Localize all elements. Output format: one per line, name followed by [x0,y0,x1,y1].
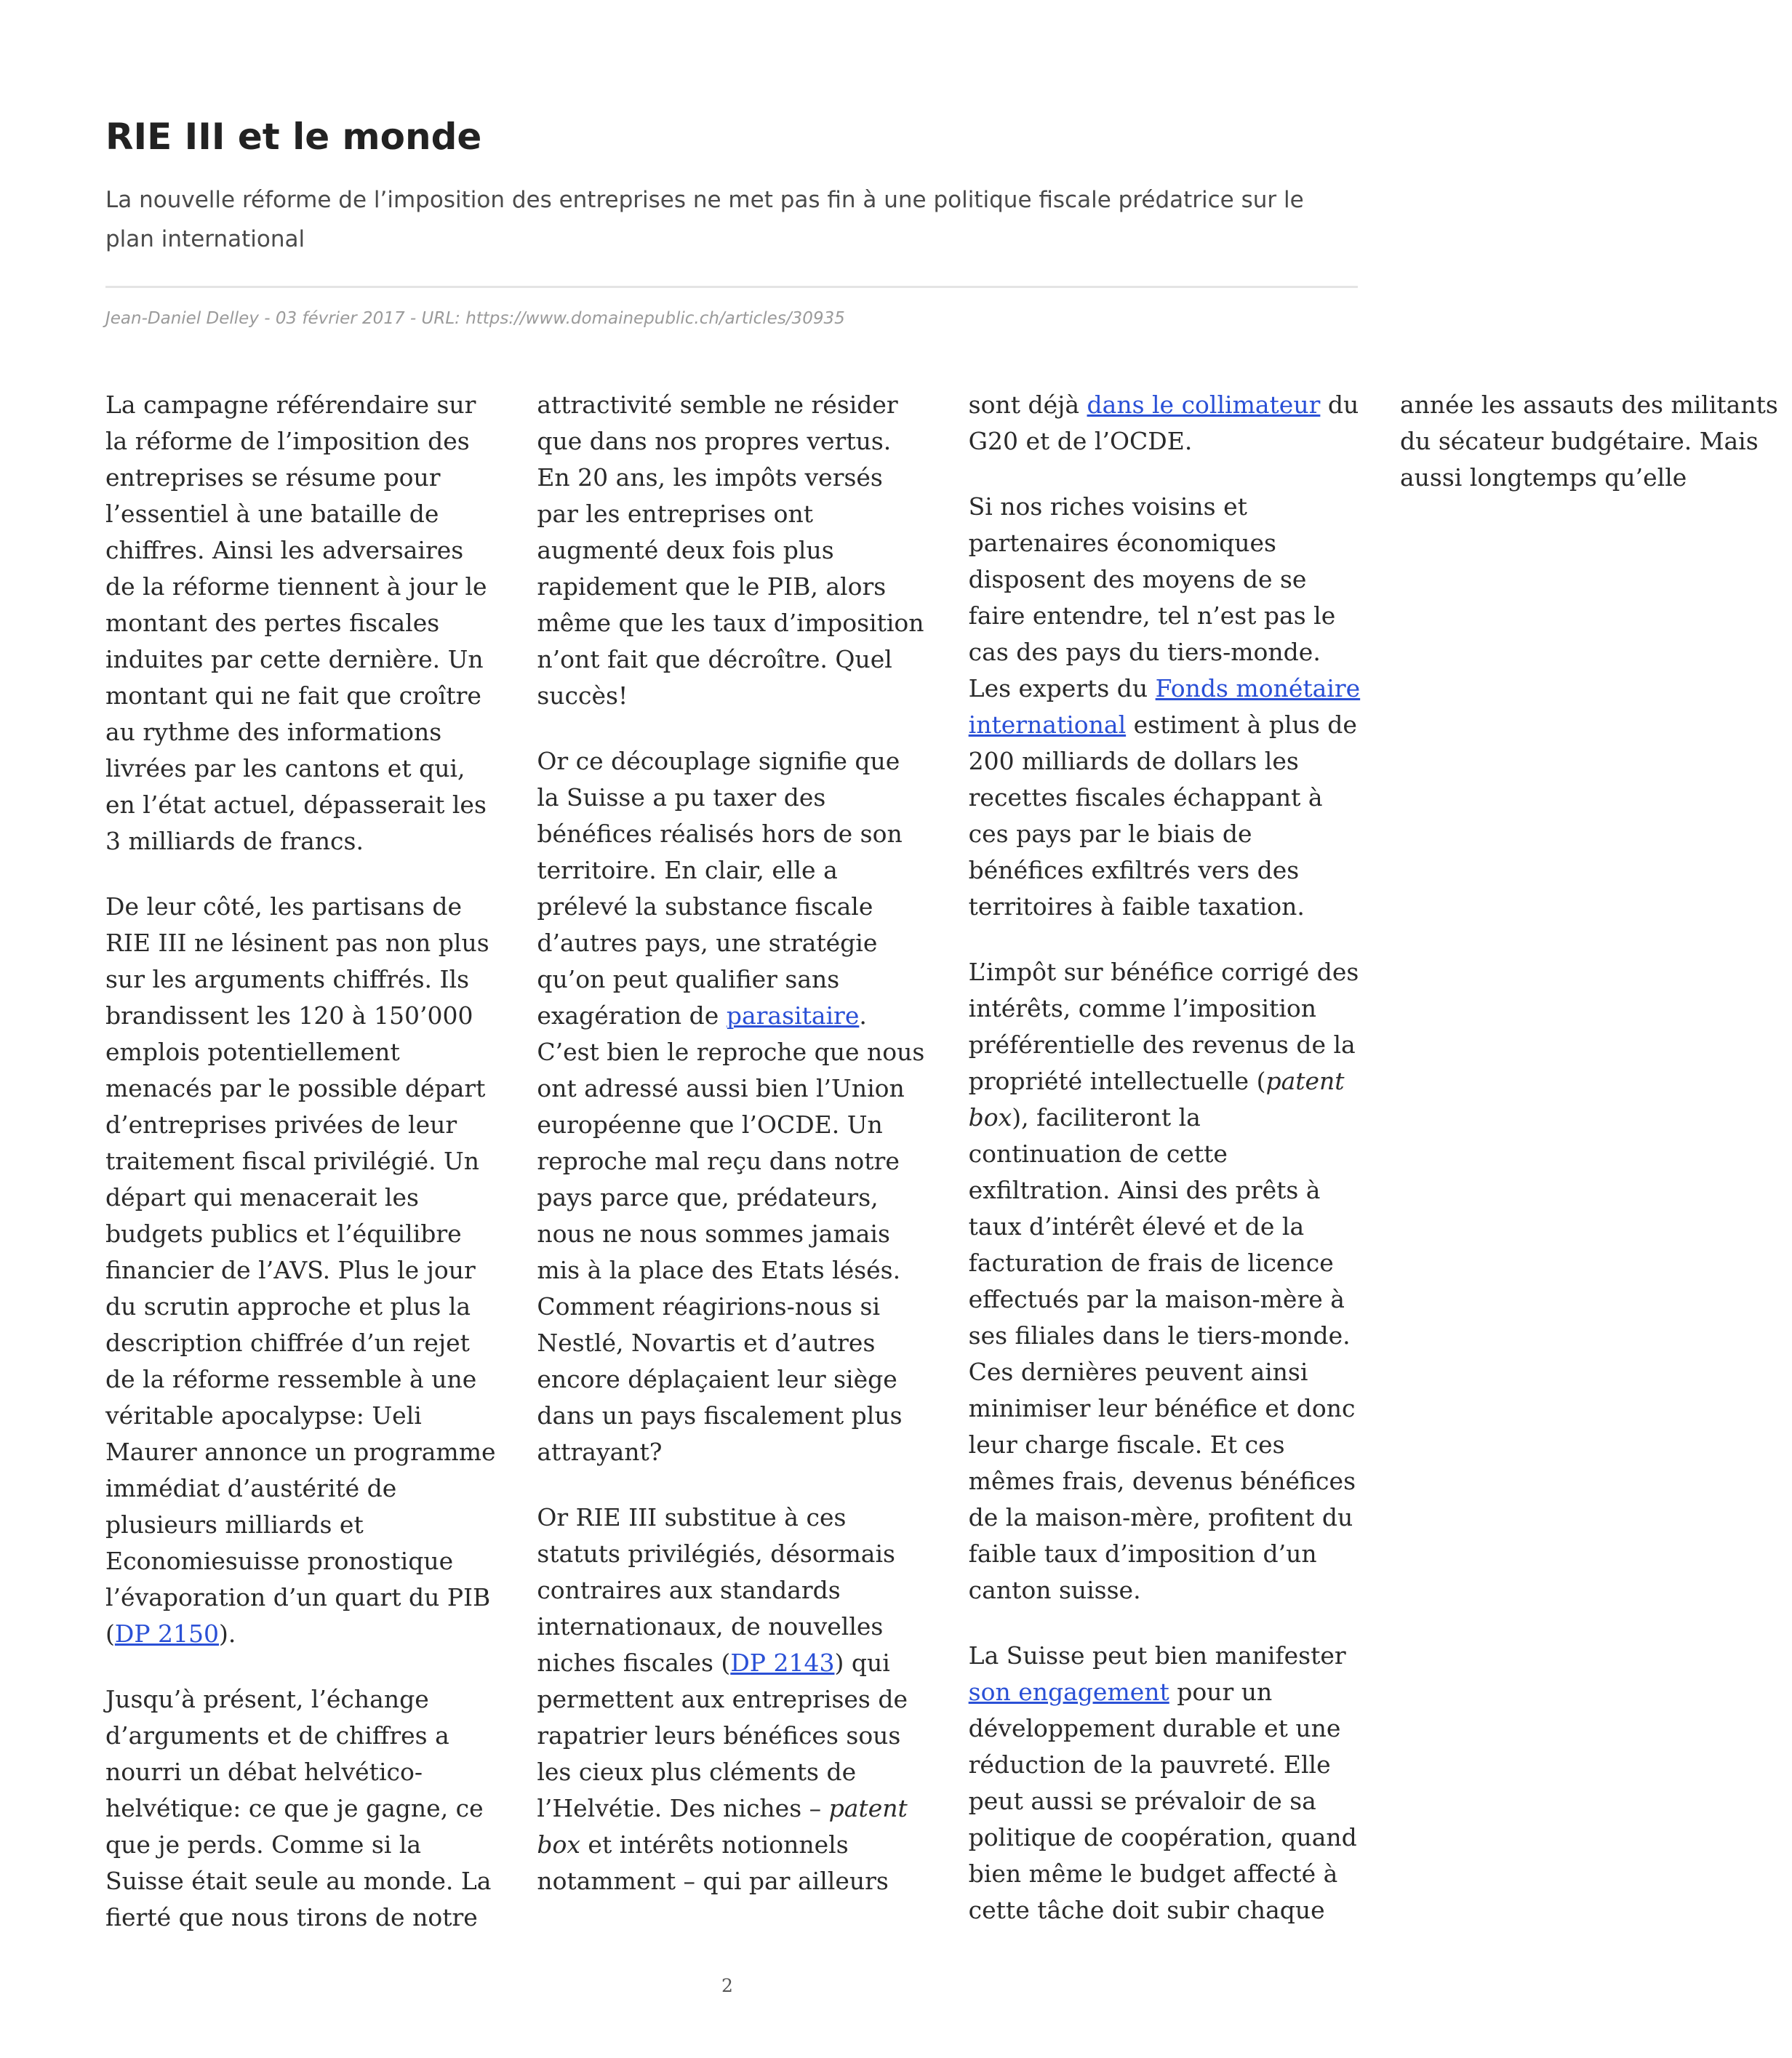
link-dans-le-collimateur[interactable]: dans le collimateur [1087,391,1321,419]
paragraph-6 [969,489,1361,925]
page-number: 2 [721,1975,733,1996]
link-dp-2150[interactable]: DP 2150 [114,1619,220,1648]
paragraph-4-text-a: Or ce découplage signifie que la Suisse a pu taxer des bénéfices réalisés hors de son territoire. En clair, elle a prélevé la substance fiscale d’autres pays, une stratégie qu’on peut qualifier sans exagération de [537,747,903,1030]
paragraph-2-text-b: ). [219,1619,236,1648]
patent-box-emphasis: patent box [537,1794,908,1859]
article-meta: Jean-Daniel Delley - 03 février 2017 - URL: https://www.domainepublic.ch/articles/30935 [105,309,845,328]
header-divider [105,286,1358,288]
paragraph-4-text-b: . C’est bien le reproche que nous ont adressé aussi bien l’Union européenne que l’OCDE. Un reproche mal reçu dans notre pays parce que, prédateurs, nous ne nous sommes jamais mis à la place des Etats lésés. Comment réagirions-nous si Nestlé, Novartis et d’autres encore déplaçaient leur siège dans un pays fiscalement plus attrayant? [537,1001,925,1466]
paragraph-7-text-a: L’impôt sur bénéfice corrigé des intérêts, comme l’imposition préférentielle des revenus de la propriété intellectuelle ( [968,958,1359,1095]
paragraph-7 [969,954,1361,1609]
link-son-engagement[interactable]: son engagement [968,1678,1169,1706]
paragraph-5-text-c: et intérêts notionnels notamment – qui par ailleurs sont déjà [537,391,1087,1895]
patent-box-emphasis: patent box [968,1067,1345,1132]
paragraph-6-text-b: estiment à plus de 200 milliards de dollars les recettes fiscales échappant à ces pays par le biais de bénéfices exfiltrés vers des territoires à faible taxation. [968,710,1357,921]
link-dp-2143[interactable]: DP 2143 [730,1649,835,1677]
paragraph-8-text-b: pour un développement durable et une réduction de la pauvreté. Elle peut aussi se prévaloir de sa politique de coopération, quand bien même le budget affecté à cette tâche doit subir chaque année les assauts des militants du sécateur budgétaire. Mais aussi longtemps qu’elle [968,391,1778,1924]
paragraph-4 [537,743,929,1470]
paragraph-8-text-a: La Suisse peut bien manifester [968,1641,1346,1670]
paragraph-5-text-b: ) qui permettent aux entreprises de rapatrier leurs bénéfices sous les cieux plus cléments de l’Helvétie. Des niches – [537,1649,908,1822]
paragraph-3: Jusqu’à présent, l’échange d’arguments et de chiffres a nourri un débat helvético-helvétique: ce que je gagne, ce que je perds. Comme si la Suisse était seule au monde. La fierté que nous tirons de notre attractivité semble ne résider que dans nos propres vertus. En 20 ans, les impôts versés par les entreprises ont augmenté deux fois plus rapidement que le PIB, alors même que les taux d’imposition n’ont fait que décroître. Quel succès! [105,391,924,1931]
article-subtitle: La nouvelle réforme de l’imposition des entreprises ne met pas fin à une politique fiscale prédatrice sur le plan international [105,187,1304,252]
paragraph-5-text-a: Or RIE III substitue à ces statuts privilégiés, désormais contraires aux standards internationaux, de nouvelles niches fiscales ( [537,1503,895,1677]
article-title: RIE III et le monde [105,116,482,158]
paragraph-6-text-a: Si nos riches voisins et partenaires économiques disposent des moyens de se faire entendre, tel n’est pas le cas des pays du tiers-monde. Les experts du [968,492,1336,702]
paragraph-2-text-a: De leur côté, les partisans de RIE III ne lésinent pas non plus sur les arguments chiffrés. Ils brandissent les 120 à 150’000 emplois potentiellement menacés par le possible départ d’entreprises privées de leur traitement fiscal privilégié. Un départ qui menacerait les budgets publics et l’équilibre financier de l’AVS. Plus le jour du scrutin approche et plus la description chiffrée d’un rejet de la réforme ressemble à une véritable apocalypse: Ueli Maurer annonce un programme immédiat d’austérité de plusieurs milliards et Economiesuisse pronostique l’évaporation d’un quart du PIB ( [105,892,496,1648]
article-body [105,387,1778,1950]
paragraph-2 [105,889,497,1652]
link-fonds-monetaire-international[interactable]: Fonds monétaire international [968,674,1361,739]
paragraph-7-text-b: ), faciliteront la continuation de cette exfiltration. Ainsi des prêts à taux d’intérêt élevé et de la facturation de frais de licence effectués par la maison-mère à ses filiales dans le tiers-monde. Ces dernières peuvent ainsi minimiser leur bénéfice et donc leur charge fiscale. Et ces mêmes frais, devenus bénéfices de la maison-mère, profitent du faible taux d’imposition d’un canton suisse. [968,1103,1356,1604]
paragraph-5-text-d: du G20 et de l’OCDE. [968,391,1359,455]
link-parasitaire[interactable]: parasitaire [726,1001,860,1030]
paragraph-1: La campagne référendaire sur la réforme de l’imposition des entreprises se résume pour l’essentiel à une bataille de chiffres. Ainsi les adversaires de la réforme tiennent à jour le montant des pertes fiscales induites par cette dernière. Un montant qui ne fait que croître au rythme des informations livrées par les cantons et qui, en l’état actuel, dépasserait les 3 milliards de francs. [105,391,487,855]
